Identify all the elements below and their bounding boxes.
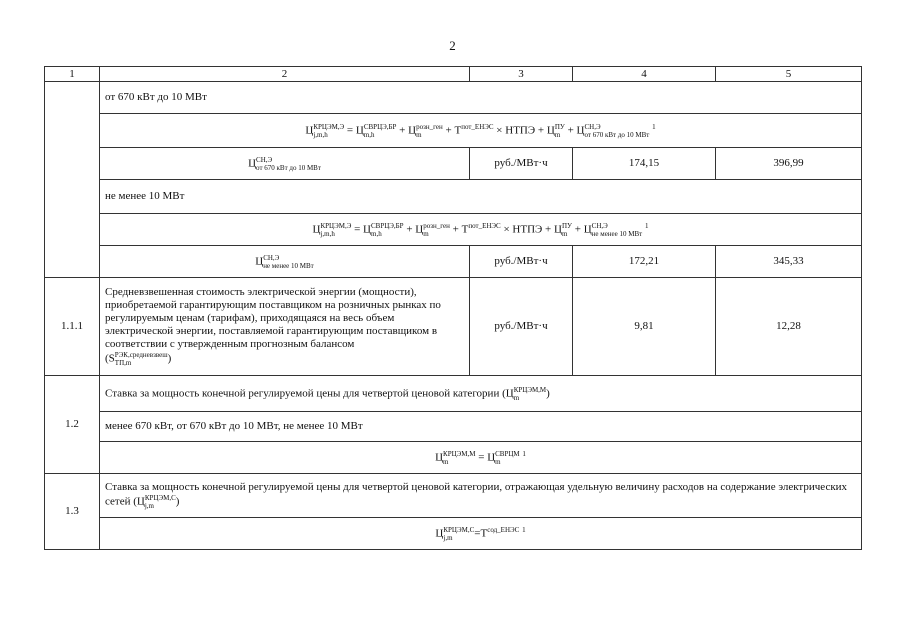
value-label: Ц СН,Э не менее 10 МВт — [100, 246, 470, 278]
header-col-4: 4 — [573, 67, 716, 82]
table-row — [45, 412, 862, 442]
row-number: 1.2 — [45, 376, 100, 474]
value-col-5: 345,33 — [716, 246, 862, 278]
table-row — [45, 180, 862, 214]
table-row — [45, 246, 862, 278]
value-col-4: 9,81 — [573, 278, 716, 376]
header-row — [45, 67, 862, 82]
header-col-1: 1 — [45, 67, 100, 82]
page-number: 2 — [449, 38, 456, 53]
value-col-4: 172,21 — [573, 246, 716, 278]
row-description: Средневзвешенная стоимость электрической энергии (мощности), приобретаемой гарантирующим поставщиком на розничных рынках по регулируемым ценам (тарифам), приходящаяся на весь объем электрической энергии, поставляемой гарантирующим поставщиком в соответствии с утвержденным прогнозным балансом (S РЭК,средневзвеш ТП,m ) — [100, 278, 470, 376]
header-col-5: 5 — [716, 67, 862, 82]
header-col-2: 2 — [100, 67, 470, 82]
tariff-table — [44, 66, 862, 550]
table-row — [45, 474, 862, 518]
row-description: Ставка за мощность конечной регулируемой цены для четвертой ценовой категории, отражающая удельную величину расходов на содержание электрических сетей (Ц КРЦЭМ,С j,m ) — [100, 474, 862, 518]
value-col-5: 396,99 — [716, 148, 862, 180]
table-row — [45, 214, 862, 246]
value-label: Ц СН,Э от 670 кВт до 10 МВт — [100, 148, 470, 180]
row-description: Ставка за мощность конечной регулируемой цены для четвертой ценовой категории (Ц КРЦЭМ,М m ) — [100, 376, 862, 412]
table-row — [45, 114, 862, 148]
unit-cell: руб./МВт·ч — [470, 278, 573, 376]
header-col-3: 3 — [470, 67, 573, 82]
table-row — [45, 376, 862, 412]
table-row — [45, 148, 862, 180]
formula-row: Ц КРЦЭМ,Э j,m,h = Ц СВРЦЭ,БР m,h + Ц розн_ген m + $Т^{пот\_ЕНЭС}$ × НТПЭ + Ц ПУ m + Ц СН,Э от 670 кВт до 10 МВт $^1$ — [100, 114, 862, 148]
subsection-title: менее 670 кВт, от 670 кВт до 10 МВт, не менее 10 МВт — [100, 412, 862, 442]
subsection-title: от 670 кВт до 10 МВт — [100, 82, 862, 114]
row-number: 1.1.1 — [45, 278, 100, 376]
formula-row: Ц КРЦЭМ,С j,m $=Т^{сод\_ЕНЭС}$ $^1$ — [100, 518, 862, 550]
row-number-empty — [45, 82, 100, 278]
row-number: 1.3 — [45, 474, 100, 550]
value-col-4: 174,15 — [573, 148, 716, 180]
unit-cell: руб./МВт·ч — [470, 148, 573, 180]
formula-row: Ц КРЦЭМ,Э j,m,h = Ц СВРЦЭ,БР m,h + Ц розн_ген m + $Т^{пот\_ЕНЭС}$ × НТПЭ + Ц ПУ m + Ц СН,Э не менее 10 МВт $^1$ — [100, 214, 862, 246]
unit-cell: руб./МВт·ч — [470, 246, 573, 278]
table-row — [45, 278, 862, 376]
subsection-title: не менее 10 МВт — [100, 180, 862, 214]
formula-row: Ц КРЦЭМ,М m = Ц СВРЦМ m $^1$ — [100, 442, 862, 474]
table-row — [45, 442, 862, 474]
table-row — [45, 82, 862, 114]
value-col-5: 12,28 — [716, 278, 862, 376]
table-row — [45, 518, 862, 550]
